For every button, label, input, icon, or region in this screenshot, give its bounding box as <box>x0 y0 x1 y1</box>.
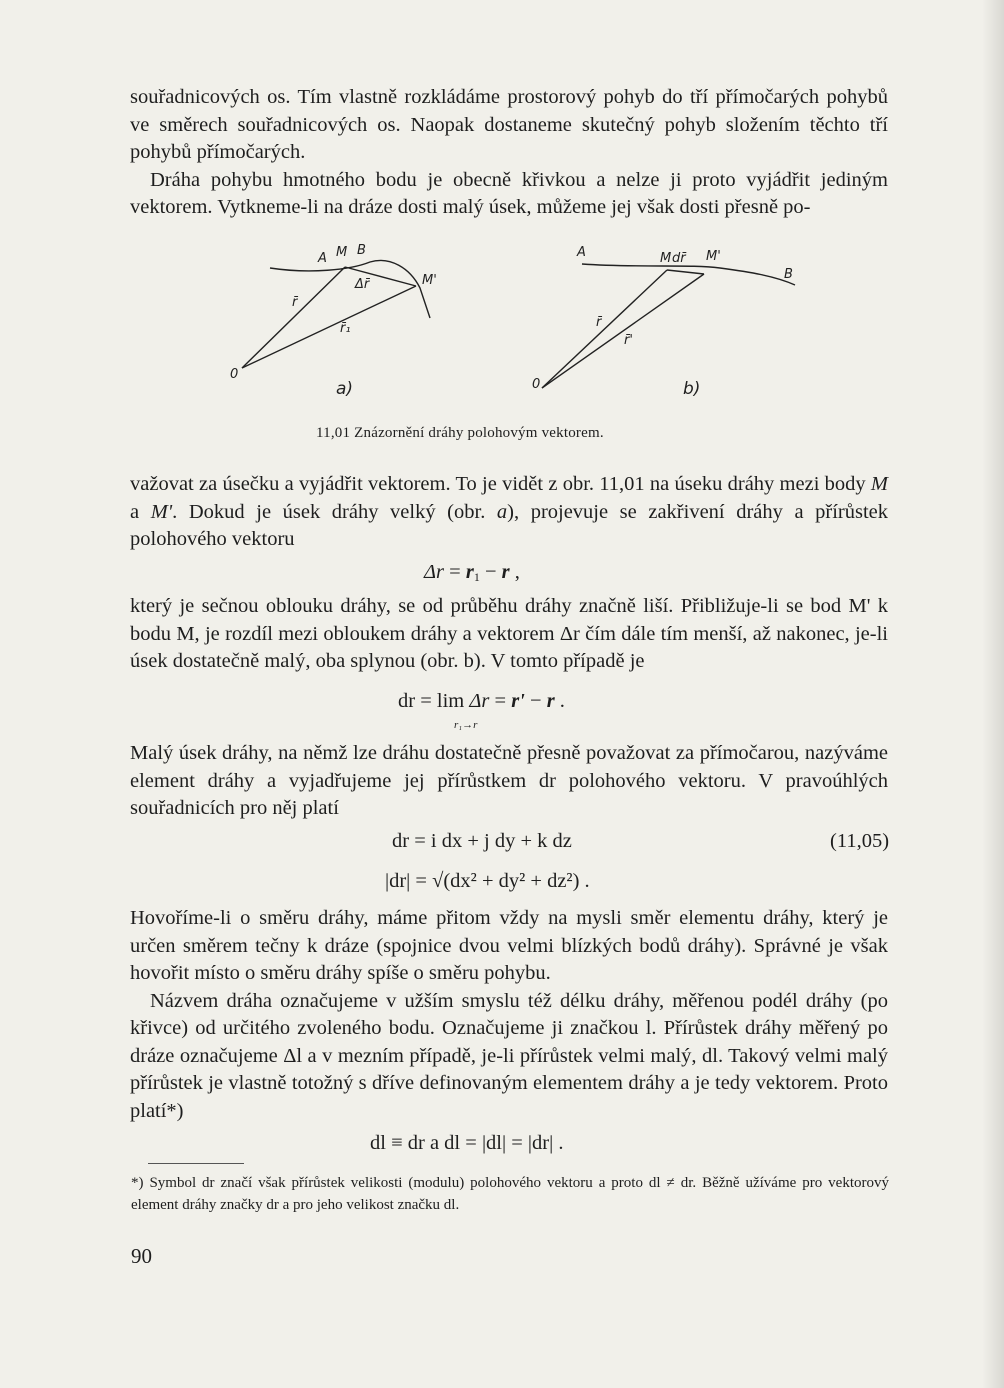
paragraph-1: souřadnicových os. Tím vlastně rozkládáme prostorový pohyb do tří přímočarých pohybů ve směrech souřadnicových os. Naopak dostaneme skutečný pohyb složením těchto tří pohybů přímočarých. <box>130 86 888 163</box>
vector-r-a <box>242 267 345 368</box>
path-curve-b <box>582 264 795 285</box>
vector-rp-b <box>542 274 704 388</box>
page-edge-shadow <box>982 0 1004 1388</box>
label-b-B: B <box>784 267 793 282</box>
paragraph-5: Malý úsek dráhy, na němž lze dráhu dostatečně přesně považovat za přímočarou, nazýváme element dráhy a vyjadřujeme jej přírůstkem dr polohového vektoru. V pravoúhlých souřadnicích pro něj platí <box>130 742 888 819</box>
label-a-dr: Δr̄ <box>355 277 370 292</box>
label-b-rp: r̄' <box>624 333 633 348</box>
panel-b <box>542 264 795 388</box>
paragraph-2: Dráha pohybu hmotného bodu je obecně křivkou a nelze ji proto vyjádřit jediným vektorem. Vytkneme-li na dráze dosti malý úsek, můžeme jej však dosti přesně po- <box>130 168 888 218</box>
footnote-rule <box>148 1163 244 1164</box>
label-b-M: M <box>660 251 672 266</box>
label-a-O: 0 <box>230 367 239 382</box>
text-block-5 <box>130 905 888 1125</box>
equation-dl: dl ≡ dr a dl = |dl| = |dr| . <box>370 1132 564 1154</box>
limit-subscript: r₁→r <box>454 719 478 731</box>
equation-magnitude: |dr| = √(dx² + dy² + dz²) . <box>385 870 590 892</box>
label-b-r: r̄ <box>596 315 602 330</box>
vector-r-b <box>542 270 667 388</box>
vector-r1-a <box>242 286 416 368</box>
text-block-2 <box>130 471 888 554</box>
text-block-4 <box>130 740 888 823</box>
panel-a <box>242 260 430 368</box>
equation-11-05: dr = i dx + j dy + k dz <box>392 830 572 852</box>
paragraph-4: který je sečnou oblouku dráhy, se od průběhu dráhy značně liší. Přibližuje-li se bod M' k bodu M, je rozdíl mezi obloukem dráhy a vektorem Δr čím dále tím menší, až nakonec, je-li úsek dostatečně malý, oba splynou (obr. b). V tomto případě je <box>130 595 888 672</box>
label-b-O: 0 <box>532 377 541 392</box>
figure-caption: 11,01 Znázornění dráhy polohovým vektorem. <box>316 425 604 441</box>
trajectory-diagram <box>220 240 810 410</box>
paragraph-3: važovat za úsečku a vyjádřit vektorem. To je vidět z obr. 11,01 na úseku dráhy mezi body M a M'. Dokud je úsek dráhy velký (obr. a), projevuje se zakřivení dráhy a přírůstek polohového vektoru <box>130 473 888 550</box>
label-a-B: B <box>357 243 366 258</box>
label-a-caption: a) <box>336 379 354 399</box>
label-b-caption: b) <box>683 379 701 399</box>
label-a-M: M <box>336 245 348 260</box>
label-b-dr: dr̄ <box>672 251 686 266</box>
equation-delta-r: $\Delta r = r_1 - r$ , <box>424 561 520 584</box>
footnote: *) Symbol dr značí však přírůstek velikosti (modulu) polohového vektoru a proto dl ≠ dr. Běžně užíváme pro vektorový element dráhy značky dr a pro jeho velikost značku dl. <box>131 1175 889 1213</box>
label-b-A: A <box>577 245 586 260</box>
vector-dr-b <box>667 270 704 274</box>
paragraph-7: Názvem dráha označujeme v užším smyslu též délku dráhy, měřenou podél dráhy (po křivce) od určitého zvoleného bodu. Označujeme ji značkou l. Přírůstek dráhy měřený po dráze označujeme Δl a v mezním případě, je-li přírůstek velmi malý, dl. Takový velmi malý přírůstek je vlastně totožný s dříve definovaným elementem dráhy a je tedy vektorem. Proto platí*) <box>130 989 888 1122</box>
text-block-top <box>130 84 888 222</box>
equation-limit: dr = lim Δr = r' − r . <box>398 690 565 712</box>
label-b-Mp: M' <box>706 249 721 264</box>
label-a-r1: r̄₁ <box>340 321 351 336</box>
label-a-r: r̄ <box>292 295 298 310</box>
page-number: 90 <box>131 1244 152 1268</box>
equation-number: (11,05) <box>830 830 890 852</box>
paragraph-6: Hovoříme-li o směru dráhy, máme přitom vždy na mysli směr elementu dráhy, který je určen směrem tečny k dráze (spojnice dvou velmi blízkých bodů dráhy). Správné je však hovořit místo o směru dráhy spíše o směru pohybu. <box>130 907 888 984</box>
figure-11-01 <box>220 240 810 410</box>
label-a-Mp: M' <box>422 273 437 288</box>
label-a-A: A <box>318 251 327 266</box>
text-block-3 <box>130 593 888 676</box>
